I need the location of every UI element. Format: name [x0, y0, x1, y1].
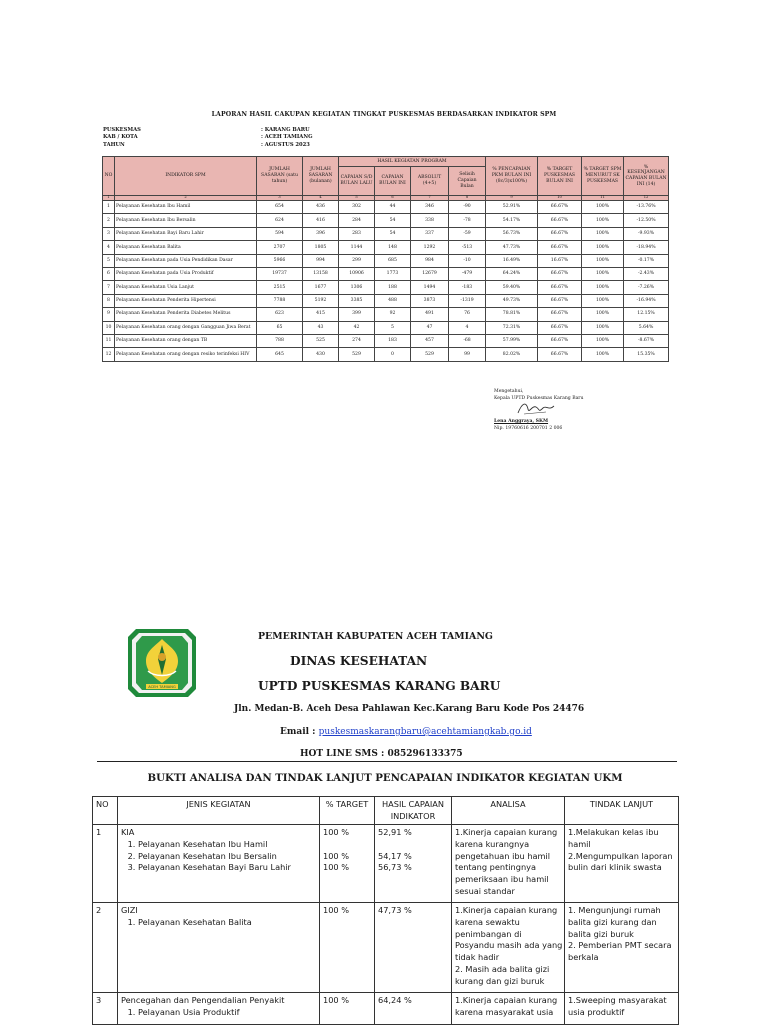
spm-table-row — [103, 254, 669, 267]
pct-target: 66.67% — [538, 201, 582, 214]
ukm-tindak-lanjut — [565, 824, 679, 902]
sasaran-tahun: 645 — [257, 348, 303, 361]
sasaran-bulan: 430 — [303, 348, 339, 361]
selisih: -1319 — [449, 294, 486, 307]
sasaran-bulan: 43 — [303, 321, 339, 334]
header-selisih: Selisih Capaian Bulan — [449, 167, 486, 196]
sasaran-bulan: 525 — [303, 334, 339, 347]
analisa-line: karena sewaktu — [455, 916, 520, 927]
pct-target: 66.67% — [538, 308, 582, 321]
tindak-lanjut-line: 1.Sweeping masyarakat — [568, 994, 667, 1005]
spm-table-row — [103, 241, 669, 254]
meta-value: : ACEH TAMIANG — [261, 134, 313, 140]
tindak-lanjut-line: hamil — [568, 838, 591, 849]
pct-pencapaian: 16.49% — [486, 254, 538, 267]
col-number: 2 — [115, 196, 257, 201]
capaian-sd: 302 — [339, 201, 375, 214]
pct-target-sk: 100% — [582, 281, 624, 294]
analisa-line: 1.Kinerja capaian kurang — [455, 826, 558, 837]
indikator-name: Pelayanan Kesehatan Penderita Diabetes Melitus — [115, 308, 257, 321]
tindak-lanjut-line: balita gizi kurang dan — [568, 916, 657, 927]
ukm-target — [320, 992, 375, 1024]
hasil-value: 47,73 % — [378, 904, 412, 915]
spm-table-row — [103, 334, 669, 347]
absolut: 491 — [411, 308, 449, 321]
uptd-heading: UPTD PUSKESMAS KARANG BARU — [258, 679, 501, 693]
pct-target: 66.67% — [538, 334, 582, 347]
col-number: 5 — [339, 196, 375, 201]
indikator-name: Pelayanan Kesehatan orang dengan resiko terinfeksi HIV — [115, 348, 257, 361]
analisa-line: 1.Kinerja capaian kurang — [455, 994, 558, 1005]
sasaran-tahun: 623 — [257, 308, 303, 321]
pct-pencapaian: 82.02% — [486, 348, 538, 361]
pct-target-sk: 100% — [582, 321, 624, 334]
pct-target: 66.67% — [538, 227, 582, 240]
selisih: 4 — [449, 321, 486, 334]
pct-target-sk: 100% — [582, 348, 624, 361]
analisa-line: pengetahuan ibu hamil — [455, 850, 551, 861]
analisa-line: karena masyarakat usia — [455, 1006, 554, 1017]
spm-table-row — [103, 227, 669, 240]
pct-kesenjangan: 15.35% — [624, 348, 669, 361]
capaian-ini: 1773 — [375, 267, 411, 280]
tindak-lanjut-line: 1. Mengunjungi rumah — [568, 904, 661, 915]
pct-target: 66.67% — [538, 281, 582, 294]
ukm-table-row — [93, 824, 679, 902]
capaian-ini: 44 — [375, 201, 411, 214]
pct-kesenjangan: -8.67% — [624, 334, 669, 347]
capaian-sd: 3385 — [339, 294, 375, 307]
capaian-ini: 148 — [375, 241, 411, 254]
absolut: 337 — [411, 227, 449, 240]
target-value: 100 % — [323, 862, 350, 873]
pct-pencapaian: 57.99% — [486, 334, 538, 347]
spm-table-row — [103, 267, 669, 280]
ukm-header-target: % TARGET — [320, 797, 375, 825]
signature-nip: Nip. 19760616 200701 2 006 — [494, 425, 563, 431]
col-number: 1 — [103, 196, 115, 201]
sasaran-tahun: 624 — [257, 214, 303, 227]
indikator-name: Pelayanan Kesehatan Usia Lanjut — [115, 281, 257, 294]
ukm-jenis-kegiatan — [118, 992, 320, 1024]
hasil-value: 54,17 % — [378, 850, 412, 861]
selisih: -90 — [449, 201, 486, 214]
ukm-header-no: NO — [93, 797, 118, 825]
header-no: NO — [103, 157, 115, 196]
absolut: 47 — [411, 321, 449, 334]
row-no: 3 — [103, 227, 115, 240]
ukm-tindak-lanjut — [565, 992, 679, 1024]
capaian-ini: 188 — [375, 281, 411, 294]
sasaran-tahun: 594 — [257, 227, 303, 240]
absolut: 529 — [411, 348, 449, 361]
pct-kesenjangan: -16.94% — [624, 294, 669, 307]
email-label: Email : — [280, 727, 319, 737]
meta-label: TAHUN — [103, 142, 125, 148]
col-number: 4 — [303, 196, 339, 201]
ukm-header-analisa: ANALISA — [452, 797, 565, 825]
tindak-lanjut-line: 1.Melakukan kelas ibu — [568, 826, 659, 837]
spm-table-row — [103, 308, 669, 321]
target-value: 100 % — [323, 904, 350, 915]
ukm-analisa — [452, 902, 565, 992]
hasil-value: 64,24 % — [378, 994, 412, 1005]
col-number: 7 — [411, 196, 449, 201]
ukm-table-row — [93, 992, 679, 1024]
sasaran-tahun: 2707 — [257, 241, 303, 254]
tindak-lanjut-line: bulin dari klinik swasta — [568, 862, 662, 873]
kegiatan-item: 1. Pelayanan Kesehatan Ibu Hamil — [138, 839, 316, 851]
absolut: 1292 — [411, 241, 449, 254]
pct-pencapaian: 52.91% — [486, 201, 538, 214]
col-number: 3 — [257, 196, 303, 201]
absolut: 338 — [411, 214, 449, 227]
row-no: 4 — [103, 241, 115, 254]
ukm-analisa — [452, 824, 565, 902]
indikator-name: Pelayanan Kesehatan orang dengan Gangguan Jiwa Berat — [115, 321, 257, 334]
capaian-sd: 42 — [339, 321, 375, 334]
meta-label: PUSKESMAS — [103, 127, 141, 133]
pct-pencapaian: 78.81% — [486, 308, 538, 321]
indikator-name: Pelayanan Kesehatan pada Usia Produktif — [115, 267, 257, 280]
aceh-tamiang-logo — [126, 627, 198, 699]
capaian-sd: 1144 — [339, 241, 375, 254]
indikator-name: Pelayanan Kesehatan orang dengan TB — [115, 334, 257, 347]
pct-target: 66.67% — [538, 267, 582, 280]
ukm-row-no: 3 — [93, 992, 118, 1024]
ukm-target — [320, 902, 375, 992]
header-sasaran-bulan: JUMLAH SASARAN (bulanan) — [303, 157, 339, 196]
sasaran-bulan: 5192 — [303, 294, 339, 307]
pct-kesenjangan: 12.15% — [624, 308, 669, 321]
row-no: 6 — [103, 267, 115, 280]
letterhead-divider — [97, 761, 677, 762]
pct-kesenjangan: -2.43% — [624, 267, 669, 280]
pct-kesenjangan: -18.94% — [624, 241, 669, 254]
capaian-sd: 274 — [339, 334, 375, 347]
sasaran-tahun: 65 — [257, 321, 303, 334]
selisih: -513 — [449, 241, 486, 254]
report-title: LAPORAN HASIL CAKUPAN KEGIATAN TINGKAT PUSKESMAS BERDASARKAN INDIKATOR SPM — [211, 111, 557, 118]
spm-report-table — [102, 156, 669, 362]
row-no: 9 — [103, 308, 115, 321]
indikator-name: Pelayanan Kesehatan Penderita Hipertensi — [115, 294, 257, 307]
indikator-name: Pelayanan Kesehatan pada Usia Pendidikan Dasar — [115, 254, 257, 267]
pct-target-sk: 100% — [582, 214, 624, 227]
pct-kesenjangan: -9.93% — [624, 227, 669, 240]
pct-pencapaian: 59.40% — [486, 281, 538, 294]
col-number: 10 — [538, 196, 582, 201]
logo-caption: ACEH TAMIANG — [148, 685, 176, 689]
col-number: 6 — [375, 196, 411, 201]
absolut: 12679 — [411, 267, 449, 280]
sasaran-bulan: 994 — [303, 254, 339, 267]
absolut: 1494 — [411, 281, 449, 294]
pct-pencapaian: 49.73% — [486, 294, 538, 307]
capaian-sd: 1306 — [339, 281, 375, 294]
row-no: 7 — [103, 281, 115, 294]
ukm-header-hasil: HASIL CAPAIAN INDIKATOR — [375, 797, 452, 825]
analisa-line: pemeriksaan ibu hamil — [455, 874, 549, 885]
kegiatan-group: Pencegahan dan Pengendalian Penyakit — [121, 994, 285, 1005]
kegiatan-group: KIA — [121, 826, 135, 837]
signature-mengetahui: Mengetahui, — [494, 389, 524, 394]
ukm-target — [320, 824, 375, 902]
handwritten-signature — [516, 399, 558, 417]
sasaran-bulan: 1805 — [303, 241, 339, 254]
signature-name: Lena Anggraya, SKM — [494, 419, 549, 425]
sasaran-tahun: 788 — [257, 334, 303, 347]
absolut: 457 — [411, 334, 449, 347]
hasil-value — [378, 839, 448, 851]
spm-table-row — [103, 281, 669, 294]
header-pct-kesenjangan: % KESENJANGAN CAPAIAN BULAN INI (14) — [624, 157, 669, 196]
selisih: -183 — [449, 281, 486, 294]
meta-puskesmas — [103, 127, 310, 133]
sasaran-tahun: 2515 — [257, 281, 303, 294]
capaian-ini: 92 — [375, 308, 411, 321]
header-pct-pencapaian: % PENCAPAIAN PKM BULAN INI (8c/3)x100%) — [486, 157, 538, 196]
row-no: 5 — [103, 254, 115, 267]
indikator-name: Pelayanan Kesehatan Bayi Baru Lahir — [115, 227, 257, 240]
sasaran-bulan: 396 — [303, 227, 339, 240]
tindak-lanjut-line: 2.Mengumpulkan laporan — [568, 850, 673, 861]
capaian-sd: 529 — [339, 348, 375, 361]
hasil-value: 52,91 % — [378, 826, 412, 837]
header-indikator: INDIKATOR SPM — [115, 157, 257, 196]
pct-target-sk: 100% — [582, 308, 624, 321]
indikator-name: Pelayanan Kesehatan Balita — [115, 241, 257, 254]
analisa-line: sesuai standar — [455, 886, 515, 897]
dinas-heading: DINAS KESEHATAN — [290, 654, 428, 668]
target-value: 100 % — [323, 850, 350, 861]
pct-target-sk: 100% — [582, 227, 624, 240]
absolut: 346 — [411, 201, 449, 214]
pct-target-sk: 100% — [582, 201, 624, 214]
kegiatan-item: 1. Pelayanan Usia Produktif — [138, 1007, 316, 1019]
row-no: 11 — [103, 334, 115, 347]
meta-value: : AGUSTUS 2023 — [261, 142, 310, 148]
pct-target: 16.67% — [538, 254, 582, 267]
sasaran-bulan: 1677 — [303, 281, 339, 294]
selisih: -59 — [449, 227, 486, 240]
ukm-header-jenis: JENIS KEGIATAN — [118, 797, 320, 825]
analisa-line: tidak hadir — [455, 952, 500, 963]
selisih: -10 — [449, 254, 486, 267]
kegiatan-item: 1. Pelayanan Kesehatan Balita — [138, 917, 316, 929]
pct-target: 66.67% — [538, 294, 582, 307]
pct-target-sk: 100% — [582, 334, 624, 347]
email-link[interactable]: puskesmaskarangbaru@acehtamiangkab.go.id — [318, 727, 532, 737]
capaian-ini: 488 — [375, 294, 411, 307]
row-no: 10 — [103, 321, 115, 334]
ukm-analisa — [452, 992, 565, 1024]
indikator-name: Pelayanan Kesehatan Ibu Hamil — [115, 201, 257, 214]
meta-value: : KARANG BARU — [261, 127, 310, 133]
pct-target: 66.67% — [538, 241, 582, 254]
spm-table-row — [103, 321, 669, 334]
selisih: -78 — [449, 214, 486, 227]
pct-target-sk: 100% — [582, 254, 624, 267]
spm-table-row — [103, 214, 669, 227]
tindak-lanjut-line: berkala — [568, 952, 599, 963]
capaian-ini: 54 — [375, 227, 411, 240]
indikator-name: Pelayanan Kesehatan Ibu Bersalin — [115, 214, 257, 227]
target-value — [323, 839, 371, 851]
capaian-ini: 0 — [375, 348, 411, 361]
hotline-line: HOT LINE SMS : 085296133375 — [300, 749, 463, 759]
pct-target-sk: 100% — [582, 241, 624, 254]
tindak-lanjut-line: balita gizi buruk — [568, 928, 634, 939]
kabupaten-heading: PEMERINTAH KABUPATEN ACEH TAMIANG — [258, 631, 493, 642]
ukm-row-no: 1 — [93, 824, 118, 902]
meta-kab-kota — [103, 134, 313, 140]
email-line — [280, 727, 532, 737]
kegiatan-list — [121, 1007, 316, 1019]
capaian-sd: 10906 — [339, 267, 375, 280]
kegiatan-list — [121, 839, 316, 875]
row-no: 8 — [103, 294, 115, 307]
spm-table-row — [103, 348, 669, 361]
capaian-sd: 283 — [339, 227, 375, 240]
ukm-analysis-table — [92, 796, 679, 1025]
capaian-ini: 183 — [375, 334, 411, 347]
meta-label: KAB / KOTA — [103, 134, 138, 140]
sasaran-tahun: 7788 — [257, 294, 303, 307]
ukm-table-row — [93, 902, 679, 992]
pct-kesenjangan: 5.64% — [624, 321, 669, 334]
spm-table-row — [103, 294, 669, 307]
capaian-ini: 685 — [375, 254, 411, 267]
selisih: -68 — [449, 334, 486, 347]
target-value: 100 % — [323, 826, 350, 837]
selisih: 99 — [449, 348, 486, 361]
header-sasaran-tahun: JUMLAH SASARAN (satu tahun) — [257, 157, 303, 196]
row-no: 2 — [103, 214, 115, 227]
header-pct-target-sk: % TARGET SPM MENURUT SK PUSKESMAS — [582, 157, 624, 196]
kegiatan-list — [121, 917, 316, 929]
spm-table-row — [103, 201, 669, 214]
kegiatan-group: GIZI — [121, 904, 138, 915]
col-number: 12 — [624, 196, 669, 201]
capaian-sd: 399 — [339, 308, 375, 321]
hasil-value: 56,73 % — [378, 862, 412, 873]
tindak-lanjut-line: usia produktif — [568, 1006, 625, 1017]
pct-target-sk: 100% — [582, 267, 624, 280]
target-value: 100 % — [323, 994, 350, 1005]
capaian-ini: 54 — [375, 214, 411, 227]
sasaran-bulan: 415 — [303, 308, 339, 321]
ukm-jenis-kegiatan — [118, 824, 320, 902]
sasaran-tahun: 19737 — [257, 267, 303, 280]
selisih: -479 — [449, 267, 486, 280]
header-hasil-kegiatan: HASIL KEGIATAN PROGRAM — [339, 157, 486, 167]
pct-kesenjangan: -13.76% — [624, 201, 669, 214]
sasaran-tahun: 654 — [257, 201, 303, 214]
pct-kesenjangan: -12.50% — [624, 214, 669, 227]
pct-kesenjangan: -0.17% — [624, 254, 669, 267]
analisa-line: 2. Masih ada balita gizi — [455, 964, 550, 975]
pct-pencapaian: 47.73% — [486, 241, 538, 254]
address-line: Jln. Medan-B. Aceh Desa Pahlawan Kec.Karang Baru Kode Pos 24476 — [234, 704, 585, 714]
col-number: 11 — [582, 196, 624, 201]
capaian-sd: 284 — [339, 214, 375, 227]
ukm-hasil-capaian — [375, 824, 452, 902]
absolut: 3873 — [411, 294, 449, 307]
ukm-tindak-lanjut — [565, 902, 679, 992]
pct-target-sk: 100% — [582, 294, 624, 307]
capaian-ini: 5 — [375, 321, 411, 334]
row-no: 12 — [103, 348, 115, 361]
header-pct-target: % TARGET PUSKESMAS BULAN INI — [538, 157, 582, 196]
kegiatan-item: 3. Pelayanan Kesehatan Bayi Baru Lahir — [138, 862, 316, 874]
ukm-jenis-kegiatan — [118, 902, 320, 992]
signature-block — [494, 389, 634, 433]
spm-table-body — [103, 196, 669, 362]
row-no: 1 — [103, 201, 115, 214]
pct-pencapaian: 56.73% — [486, 227, 538, 240]
document-title: BUKTI ANALISA DAN TINDAK LANJUT PENCAPAIAN INDIKATOR KEGIATAN UKM — [147, 772, 623, 784]
pct-pencapaian: 54.17% — [486, 214, 538, 227]
pct-pencapaian: 64.24% — [486, 267, 538, 280]
ukm-hasil-capaian — [375, 902, 452, 992]
kegiatan-item: 2. Pelayanan Kesehatan Ibu Bersalin — [138, 851, 316, 863]
capaian-sd: 299 — [339, 254, 375, 267]
ukm-hasil-capaian — [375, 992, 452, 1024]
pct-pencapaian: 72.31% — [486, 321, 538, 334]
header-absolut: ABSOLUT (4+5) — [411, 167, 449, 196]
pct-kesenjangan: -7.26% — [624, 281, 669, 294]
sasaran-tahun: 5966 — [257, 254, 303, 267]
analisa-line: karena kurangnya — [455, 838, 530, 849]
ukm-header-tindak: TINDAK LANJUT — [565, 797, 679, 825]
sasaran-bulan: 13158 — [303, 267, 339, 280]
analisa-line: 1.Kinerja capaian kurang — [455, 904, 558, 915]
sasaran-bulan: 416 — [303, 214, 339, 227]
absolut: 984 — [411, 254, 449, 267]
analisa-line: Posyandu masih ada yang — [455, 940, 563, 951]
selisih: 76 — [449, 308, 486, 321]
col-number: 9 — [486, 196, 538, 201]
analisa-line: kurang dan gizi buruk — [455, 976, 545, 987]
tindak-lanjut-line: 2. Pemberian PMT secara — [568, 940, 672, 951]
col-number: 8 — [449, 196, 486, 201]
header-capaian-sd: CAPAIAN S/D BULAN LALU — [339, 167, 375, 196]
meta-tahun — [103, 142, 310, 148]
header-capaian-ini: CAPAIAN BULAN INI — [375, 167, 411, 196]
ukm-table-body — [93, 824, 679, 1024]
pct-target: 66.67% — [538, 214, 582, 227]
ukm-row-no: 2 — [93, 902, 118, 992]
analisa-line: tentang pentingnya — [455, 862, 536, 873]
sasaran-bulan: 436 — [303, 201, 339, 214]
pct-target: 66.67% — [538, 321, 582, 334]
analisa-line: penimbangan di — [455, 928, 522, 939]
pct-target: 66.67% — [538, 348, 582, 361]
signature-position: Kepala UPTD Puskesmas Karang Baru — [494, 395, 584, 401]
